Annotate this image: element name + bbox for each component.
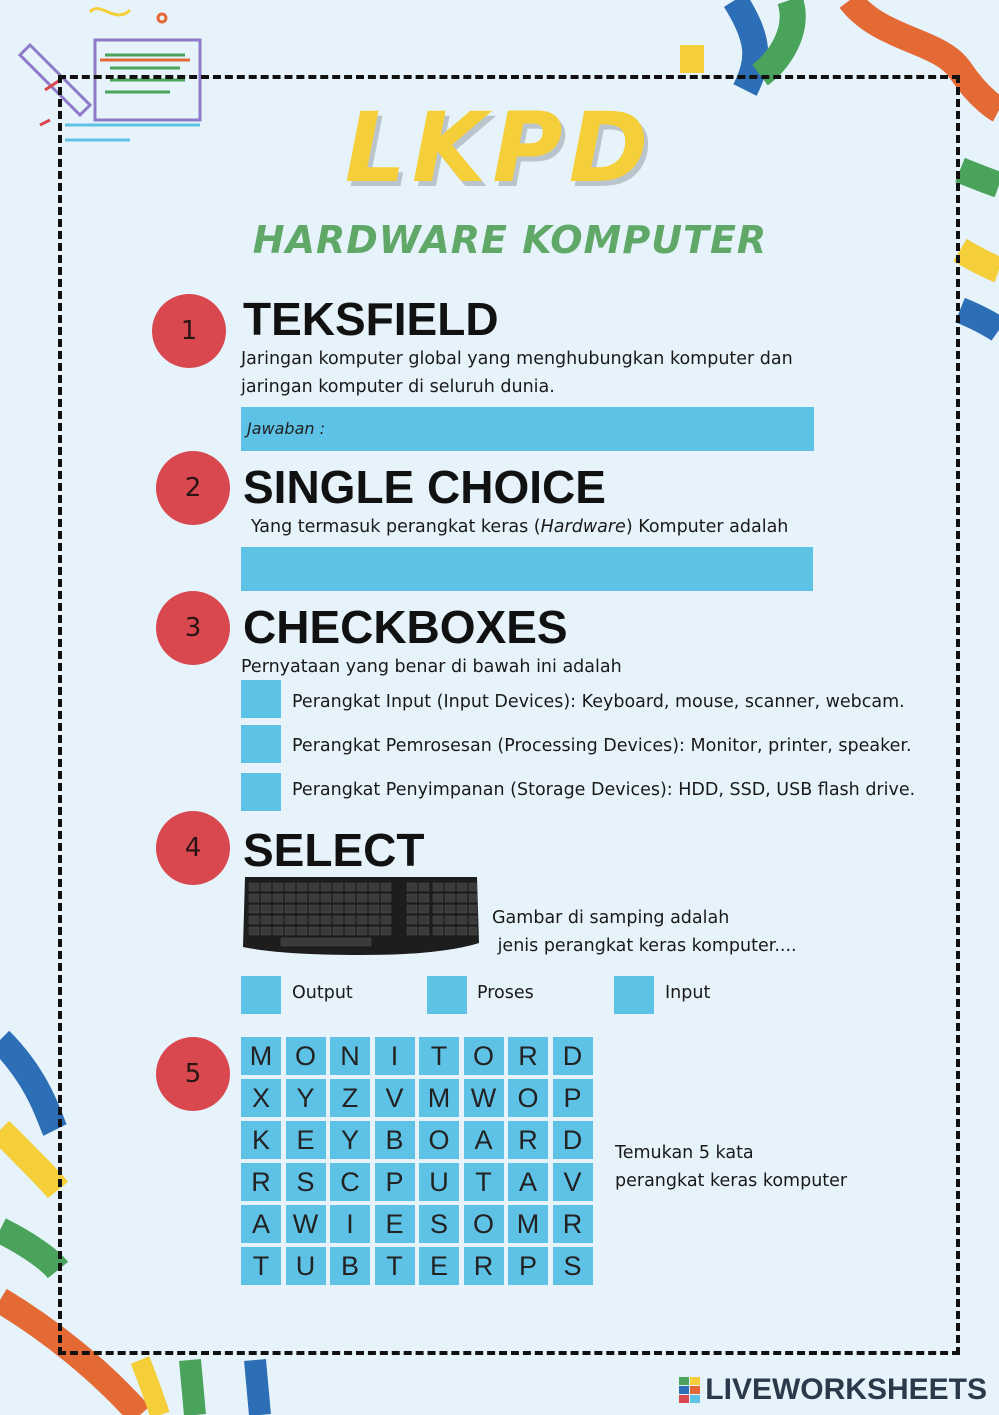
grid-cell[interactable]: E bbox=[419, 1247, 459, 1285]
grid-cell[interactable]: T bbox=[419, 1037, 459, 1075]
grid-cell[interactable]: P bbox=[375, 1163, 415, 1201]
grid-cell[interactable]: R bbox=[553, 1205, 593, 1243]
page-subtitle: HARDWARE KOMPUTER bbox=[252, 218, 768, 262]
question-1-heading: TEKSFIELD bbox=[243, 293, 499, 345]
question-2-prompt: Yang termasuk perangkat keras (Hardware) Komputer adalah bbox=[251, 517, 789, 537]
grid-cell[interactable]: Y bbox=[330, 1121, 370, 1159]
grid-cell[interactable]: T bbox=[375, 1247, 415, 1285]
grid-cell[interactable]: O bbox=[286, 1037, 326, 1075]
question-5-text-line1: Temukan 5 kata bbox=[615, 1143, 754, 1163]
grid-cell[interactable]: U bbox=[286, 1247, 326, 1285]
grid-cell[interactable]: W bbox=[464, 1079, 504, 1117]
grid-cell[interactable]: R bbox=[508, 1121, 548, 1159]
grid-cell[interactable]: T bbox=[241, 1247, 281, 1285]
question-4-text-line2: jenis perangkat keras komputer.... bbox=[492, 936, 797, 956]
grid-cell[interactable]: N bbox=[330, 1037, 370, 1075]
question-number-1: 1 bbox=[152, 294, 226, 368]
grid-cell[interactable]: O bbox=[419, 1121, 459, 1159]
grid-cell[interactable]: E bbox=[375, 1205, 415, 1243]
question-5-text-line2: perangkat keras komputer bbox=[615, 1171, 848, 1191]
liveworksheets-logo[interactable] bbox=[679, 1373, 987, 1407]
checkbox-label-3: Perangkat Penyimpanan (Storage Devices): HDD, SSD, USB flash drive. bbox=[292, 780, 916, 800]
question-2-heading: SINGLE CHOICE bbox=[243, 461, 606, 513]
grid-cell[interactable]: V bbox=[553, 1163, 593, 1201]
grid-cell[interactable]: C bbox=[330, 1163, 370, 1201]
question-4-text-line1: Gambar di samping adalah bbox=[492, 908, 730, 928]
grid-cell[interactable]: D bbox=[553, 1121, 593, 1159]
grid-cell[interactable]: P bbox=[508, 1247, 548, 1285]
checkbox-option-1[interactable] bbox=[241, 680, 281, 718]
grid-cell[interactable]: A bbox=[241, 1205, 281, 1243]
liveworksheets-icon bbox=[679, 1377, 701, 1403]
grid-cell[interactable]: W bbox=[286, 1205, 326, 1243]
answer-label: Jawaban : bbox=[247, 419, 325, 438]
grid-cell[interactable]: P bbox=[553, 1079, 593, 1117]
grid-cell[interactable]: E bbox=[286, 1121, 326, 1159]
grid-cell[interactable]: V bbox=[375, 1079, 415, 1117]
question-3-prompt: Pernyataan yang benar di bawah ini adalah bbox=[241, 657, 622, 677]
grid-cell[interactable]: R bbox=[508, 1037, 548, 1075]
select-option-proses[interactable] bbox=[427, 976, 467, 1014]
grid-cell[interactable]: S bbox=[419, 1205, 459, 1243]
grid-cell[interactable]: T bbox=[464, 1163, 504, 1201]
grid-cell[interactable]: I bbox=[330, 1205, 370, 1243]
checkbox-label-1: Perangkat Input (Input Devices): Keyboard, mouse, scanner, webcam. bbox=[292, 692, 905, 712]
grid-cell[interactable]: U bbox=[419, 1163, 459, 1201]
grid-cell[interactable]: A bbox=[508, 1163, 548, 1201]
grid-cell[interactable]: I bbox=[375, 1037, 415, 1075]
grid-cell[interactable]: M bbox=[241, 1037, 281, 1075]
question-number-3: 3 bbox=[156, 591, 230, 665]
question-2-answer-select[interactable] bbox=[241, 547, 813, 591]
question-number-5: 5 bbox=[156, 1037, 230, 1111]
question-number-2: 2 bbox=[156, 451, 230, 525]
grid-cell[interactable]: M bbox=[508, 1205, 548, 1243]
grid-cell[interactable]: R bbox=[241, 1163, 281, 1201]
checkbox-option-2[interactable] bbox=[241, 725, 281, 763]
grid-cell[interactable]: O bbox=[464, 1037, 504, 1075]
question-1-answer-field[interactable] bbox=[241, 407, 814, 451]
grid-cell[interactable]: B bbox=[330, 1247, 370, 1285]
grid-cell[interactable]: M bbox=[419, 1079, 459, 1117]
select-label-input: Input bbox=[665, 983, 711, 1003]
grid-cell[interactable]: B bbox=[375, 1121, 415, 1159]
grid-cell[interactable]: R bbox=[464, 1247, 504, 1285]
select-option-output[interactable] bbox=[241, 976, 281, 1014]
keyboard-image bbox=[241, 875, 481, 957]
brand-text: LIVEWORKSHEETS bbox=[705, 1373, 987, 1406]
question-4-heading: SELECT bbox=[243, 824, 425, 876]
grid-cell[interactable]: Z bbox=[330, 1079, 370, 1117]
question-1-text-line1: Jaringan komputer global yang menghubungkan komputer dan bbox=[241, 349, 793, 369]
checkbox-label-2: Perangkat Pemrosesan (Processing Devices): Monitor, printer, speaker. bbox=[292, 736, 912, 756]
question-3-heading: CHECKBOXES bbox=[243, 601, 568, 653]
question-1-text-line2: jaringan komputer di seluruh dunia. bbox=[241, 377, 555, 397]
select-label-output: Output bbox=[292, 983, 353, 1003]
checkbox-option-3[interactable] bbox=[241, 773, 281, 811]
grid-cell[interactable]: O bbox=[464, 1205, 504, 1243]
select-option-input[interactable] bbox=[614, 976, 654, 1014]
word-search-grid bbox=[241, 1037, 593, 1285]
grid-cell[interactable]: X bbox=[241, 1079, 281, 1117]
page-title: LKPD bbox=[344, 92, 655, 204]
grid-cell[interactable]: S bbox=[286, 1163, 326, 1201]
grid-cell[interactable]: D bbox=[553, 1037, 593, 1075]
question-number-4: 4 bbox=[156, 811, 230, 885]
grid-cell[interactable]: S bbox=[553, 1247, 593, 1285]
grid-cell[interactable]: A bbox=[464, 1121, 504, 1159]
select-label-proses: Proses bbox=[477, 983, 534, 1003]
grid-cell[interactable]: Y bbox=[286, 1079, 326, 1117]
grid-cell[interactable]: O bbox=[508, 1079, 548, 1117]
grid-cell[interactable]: K bbox=[241, 1121, 281, 1159]
